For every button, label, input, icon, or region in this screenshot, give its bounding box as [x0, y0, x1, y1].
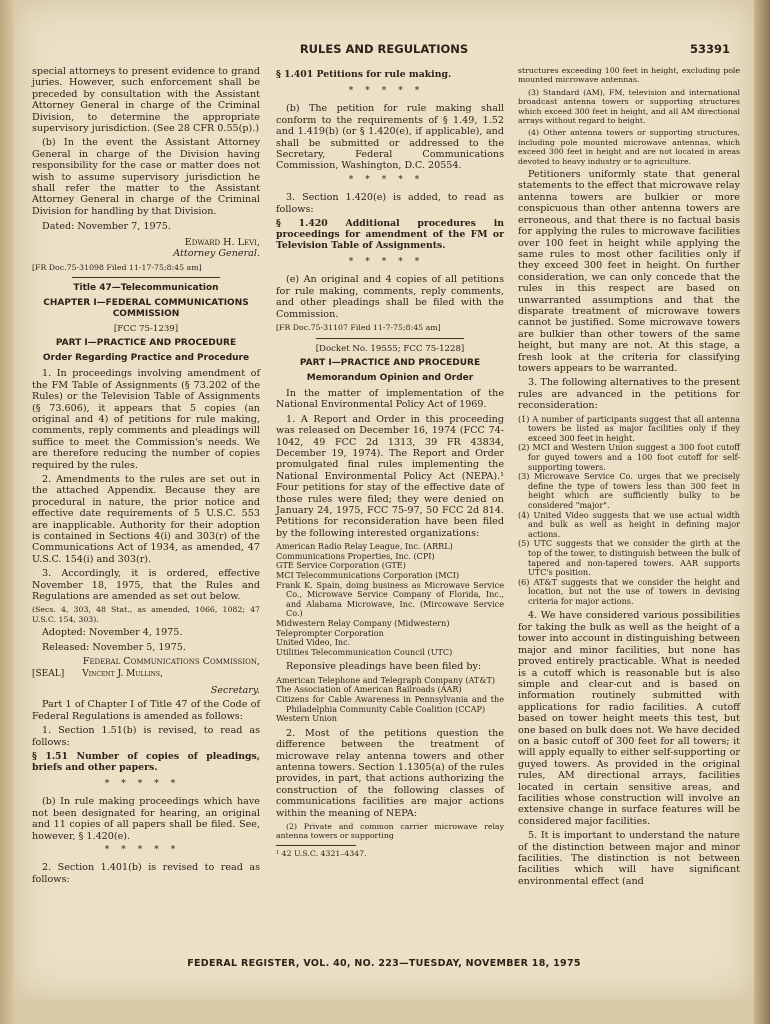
list-item: (5) UTC suggests that we consider the girth at the top of the tower, to distinguish between the bulk of tapered and non-tapered towers. AAR supports UTC's position.	[518, 538, 740, 578]
petitioner-list	[276, 542, 504, 657]
column-2	[276, 66, 504, 859]
list-item: Communications Properties, Inc. (CPI)	[276, 550, 435, 561]
docket-number: [Docket No. 19555; FCC 75-1228]	[315, 343, 465, 354]
list-item: United Video, Inc.	[276, 637, 351, 648]
list-item: Frank K. Spain, doing business as Microwave Service Co., Microwave Service Company of Florida, Inc., and Alabama Microwave, Inc. (Mircowave Service Co.)	[276, 579, 504, 619]
divider	[72, 277, 220, 278]
list-item: Citizens for Cable Awareness in Pennsylvania and the Philadelphia Community Cable Coalition (CCAP)	[276, 693, 504, 714]
list-item: American Radio Relay League, Inc. (ARRL)	[276, 541, 453, 552]
page-header	[14, 40, 754, 60]
paragraph: (4) Other antenna towers or supporting structures, including pole mounted microwave antennas, which exceed 300 feet in height and are not located in areas devoted to heavy industry or to agriculture.	[518, 128, 740, 166]
paragraph: 1. Section 1.51(b) is revised, to read as follows:	[32, 725, 260, 748]
page-footer: FEDERAL REGISTER, VOL. 40, NO. 223—TUESDAY, NOVEMBER 18, 1975	[187, 958, 581, 969]
respondent-list	[276, 676, 504, 724]
binding-spine	[754, 0, 770, 1024]
seal-block	[32, 669, 260, 680]
paragraph: 2. Section 1.401(b) is revised to read as follows:	[32, 862, 260, 885]
ellipsis-stars: *****	[104, 778, 188, 789]
column-3	[518, 66, 740, 890]
paragraph: Petitioners uniformly state that general statements to the effect that microwave relay antenna towers are bulkier or more conspicuous than other antenna towers are erroneous, and that there is no factual basis for applying the rules to microwave facilities over 100 feet in height while applying the same rules to most other facilities only if they exceed 300 feet in height. On further consideration, we can only concede that the rules in this respect are based on unwarranted assumptions and that the disparate treatment of microwave towers cannot be justified. Some microwave towers are bulkier than other towers of the same height, but many are not. At this stage, a fresh look at the criteria for classifying towers appears to be warranted.	[518, 169, 740, 374]
paragraph: structures exceeding 100 feet in height, excluding pole mounted microwave antennas.	[518, 66, 740, 85]
section-heading: § 1.401 Petitions for rule making.	[276, 69, 452, 80]
secretary-title: Secretary.	[210, 684, 260, 696]
paragraph: In the matter of implementation of the National Environmental Policy Act of 1969.	[276, 387, 504, 411]
paragraph: 3. The following alternatives to the present rules are advanced in the petitions for reconsideration:	[518, 377, 740, 412]
paragraph: (2) Private and common carrier microwave relay antenna towers or supporting	[276, 821, 504, 841]
fcc-number: [FCC 75-1239]	[113, 323, 179, 334]
list-item: Teleprompter Corporation	[276, 627, 384, 638]
alternatives-list	[518, 415, 740, 607]
page-left-edge	[0, 0, 14, 1024]
footnote: ¹ 42 U.S.C. 4321–4347.	[276, 845, 356, 859]
released-line: Released: November 5, 1975.	[42, 641, 186, 653]
paragraph: 4. We have considered various possibilities for taking the bulk as well as the height of a tower into account in distinguishing between major and minor facilities, but none has proved entirely practicable. What is needed is a cutoff which is reasonable but is also simple and clear-cut and is based on information routinely submitted with applications for radio facilities. A cutoff based on tower height meets this test, but one based on bulk does not. We have decided on a basic cutoff of 300 feet for all towers; it will apply equally to either self-supporting or guyed towers. As provided in the original rules, AM directional arrays, facilities located in certain sensitive areas, and facilities whose construction will involve an extensive change in surface features will be considered major facilities.	[518, 610, 740, 827]
ellipsis-stars: *****	[348, 86, 432, 96]
list-item: Midwestern Relay Company (Midwestern)	[276, 617, 450, 628]
ellipsis-stars: *****	[348, 174, 432, 185]
list-item: Utilities Telecommunication Council (UTC)	[276, 646, 453, 657]
paragraph: (b) In the event the Assistant Attorney General in charge of the Division having responsibility for the case or matter does not wish to assume supervisory jurisdiction he shall refer the matter to the Assistant Attorney General in charge of the Criminal Division for handling by that Division.	[32, 137, 260, 217]
commission-name: Federal Communications Commission,	[82, 656, 260, 668]
list-item: (2) MCI and Western Union suggest a 300 foot cutoff for guyed towers and a 100 foot cutoff for self-supporting towers.	[518, 442, 740, 472]
adopted-line: Adopted: November 4, 1975.	[42, 627, 183, 639]
secretary-name: Vincent J. Mullins,	[82, 669, 163, 680]
authority-citation: (Secs. 4, 303, 48 Stat., as amended, 1066, 1082; 47 U.S.C. 154, 303).	[32, 605, 260, 624]
memo-heading: Memorandum Opinion and Order	[306, 372, 474, 383]
paragraph: 1. A Report and Order in this proceeding was released on December 16, 1974 (FCC 74-1042, 49 FCC 2d 1313, 39 FR 43834, December 19, 1974). The Report and Order promulgated final rules implementing the National Environmental Policy Act (NEPA).¹ Four petitions for stay of the effective date of those rules were filed; they were denied on January 24, 1975, FCC 75-97, 50 FCC 2d 814. Petitions for reconsideration have been filed by the following interested organizations:	[276, 413, 504, 539]
list-item: GTE Service Corporation (GTE)	[276, 560, 406, 571]
list-item: (3) Microwave Service Co. urges that we precisely define the type of towers less than 300 feet in height which are sufficiently bulky to be considered "major".	[518, 471, 740, 510]
paragraph: 1. In proceedings involving amendment of the FM Table of Assignments (§ 73.202 of the Rules) or the Television Table of Assignments (§ 73.606), it appears that 5 copies (an original and 4) of petitions for rule making, comments, reply comments and pleadings will suffice to meet the Commission's needs. We are therefore reducing the number of copies required by the rules.	[32, 368, 260, 471]
list-item: (6) AT&T suggests that we consider the height and location, but not the use of towers in devising criteria for major actions.	[518, 576, 740, 606]
title-heading: Title 47—Telecommunication	[73, 282, 219, 293]
paragraph: 2. Amendments to the rules are set out in the attached Appendix. Because they are procedural in nature, the prior notice and effective date requirements of 5 U.S.C. 553 are inapplicable. Authority for their adoption is contained in Sections 4(i) and 303(r) of the Communications Act of 1934, as amended, 47 U.S.C. 154(i) and 303(r).	[32, 473, 260, 565]
paragraph: (b) The petition for rule making shall conform to the requirements of § 1.49, 1.52 and 1.419(b) (or § 1.420(e), if applicable), and shall be submitted or addressed to the Secretary, Federal Communications Commission, Washington, D.C. 20554.	[276, 103, 504, 172]
fr-doc-line: [FR Doc.75-31098 Filed 11-17-75;8:45 am]	[32, 262, 202, 272]
signatory-title: Attorney General.	[173, 248, 260, 260]
paragraph: 3. Section 1.420(e) is added, to read as follows:	[276, 192, 504, 215]
column-1	[32, 66, 260, 888]
divider	[316, 338, 464, 339]
list-item: Western Union	[276, 713, 338, 724]
ellipsis-stars: *****	[104, 844, 188, 855]
section-heading: § 1.420 Additional procedures in proceedings for amendment of the FM or Television Table of Assignments.	[276, 218, 504, 252]
list-item: (4) United Video suggests that we use actual width and bulk as well as height in defining major actions.	[518, 509, 740, 539]
seal-mark: [SEAL]	[32, 669, 65, 680]
paragraph: (e) An original and 4 copies of all petitions for rule making, comments, reply comments, and other pleadings shall be filed with the Commission.	[276, 274, 504, 320]
order-heading: Order Regarding Practice and Procedure	[42, 353, 250, 364]
list-item: MCI Telecommunications Corporation (MCI)	[276, 569, 460, 580]
paragraph: (b) In rule making proceedings which have not been designated for hearing, an original and 11 copies of all papers shall be filed. See, however, § 1.420(e).	[32, 796, 260, 842]
paragraph: Part 1 of Chapter I of Title 47 of the Code of Federal Regulations is amended as follows:	[32, 699, 260, 722]
ellipsis-stars: *****	[348, 257, 432, 268]
paragraph: 5. It is important to understand the nature of the distinction between major and minor facilities. The distinction is not between facilities which will have significant environmental effect (and	[518, 830, 740, 887]
page-number: 53391	[689, 42, 730, 56]
paragraph: 3. Accordingly, it is ordered, effective November 18, 1975, that the Rules and Regulations are amended as set out below.	[32, 568, 260, 603]
header-title: RULES AND REGULATIONS	[299, 42, 469, 56]
document-page	[14, 0, 754, 1000]
paragraph: special attorneys to present evidence to grand juries. However, such enforcement shall be preceded by consultation with the Assistant Attorney General in charge of the Criminal Division, to determine the appropriate supervisory jurisdiction. (See 28 CFR 0.55(p).)	[32, 66, 260, 135]
signatory-name: Edward H. Levi,	[184, 236, 260, 248]
section-heading: § 1.51 Number of copies of pleadings, briefs and other papers.	[32, 750, 260, 773]
part-heading: PART I—PRACTICE AND PROCEDURE	[299, 357, 481, 368]
list-item: (1) A number of participants suggest that all antenna towers be listed as major facilities only if they exceed 300 feet in height.	[518, 413, 740, 443]
list-item: American Telephone and Telegraph Company (AT&T)	[276, 674, 496, 685]
paragraph: (3) Standard (AM), FM, television and international broadcast antenna towers or supporting structures which exceed 300 feet in height, and all AM directional arrays without regard to height.	[518, 87, 740, 126]
paragraph: Reponsive pleadings have been filed by:	[286, 661, 482, 673]
paragraph: 2. Most of the petitions question the difference between the treatment of microwave relay antenna towers and other antenna towers. Section 1.1305(a) of the rules provides, in part, that actions authorizing the construction of the following classes of communications facilities are major actions within the meaning of NEPA:	[276, 727, 504, 819]
fr-doc-line: [FR Doc.75-31107 Filed 11-7-75;8:45 am]	[276, 323, 441, 333]
dated-line: Dated: November 7, 1975.	[42, 221, 171, 233]
chapter-heading: CHAPTER I—FEDERAL COMMUNICATIONS COMMISSION	[43, 297, 249, 319]
part-heading: PART I—PRACTICE AND PROCEDURE	[55, 338, 237, 349]
list-item: The Association of American Railroads (AAR)	[276, 684, 462, 695]
